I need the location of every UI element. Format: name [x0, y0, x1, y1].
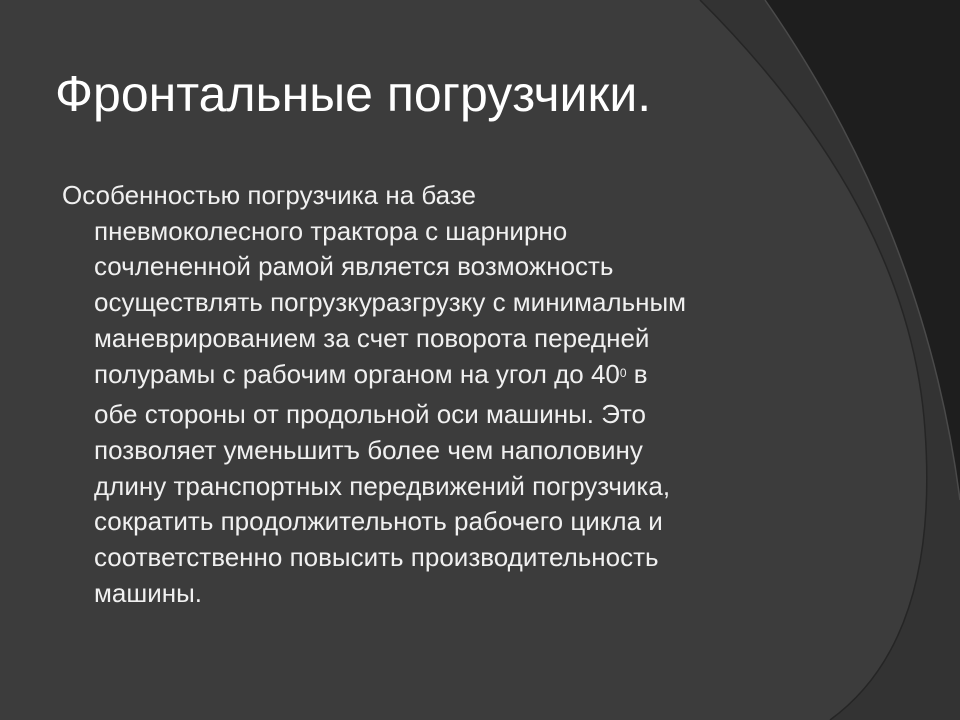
slide-title: Фронтальные погрузчики.: [55, 66, 652, 122]
body-line: Особенностью погрузчика на базе: [62, 180, 476, 210]
body-line-text: полурамы с рабочим органом на угол до 40: [94, 358, 620, 389]
body-line: соответственно повысить производительность: [94, 542, 659, 573]
body-line: пневмоколесного трактора с шарнирно: [94, 215, 568, 246]
body-line: сочлененной рамой является возможность: [94, 251, 614, 282]
body-line-text: в: [626, 358, 648, 389]
body-line: позволяет уменьшитъ более чем наполовину: [94, 434, 643, 465]
degree-superscript: 0: [619, 365, 627, 380]
body-line: обе стороны от продольной оси машины. Это: [94, 399, 646, 430]
slide-body: [62, 178, 822, 611]
body-line: маневрированием за счет поворота передней: [94, 322, 650, 353]
body-line: осуществлять погрузкуразгрузку с минимальным: [94, 287, 687, 318]
body-line: длину транспортных передвижений погрузчика,: [94, 470, 671, 501]
body-line: сократить продолжительноть рабочего цикла и: [94, 506, 663, 537]
body-line-degree: [94, 359, 648, 389]
body-paragraph: [62, 178, 822, 611]
body-line: машины.: [94, 577, 202, 608]
